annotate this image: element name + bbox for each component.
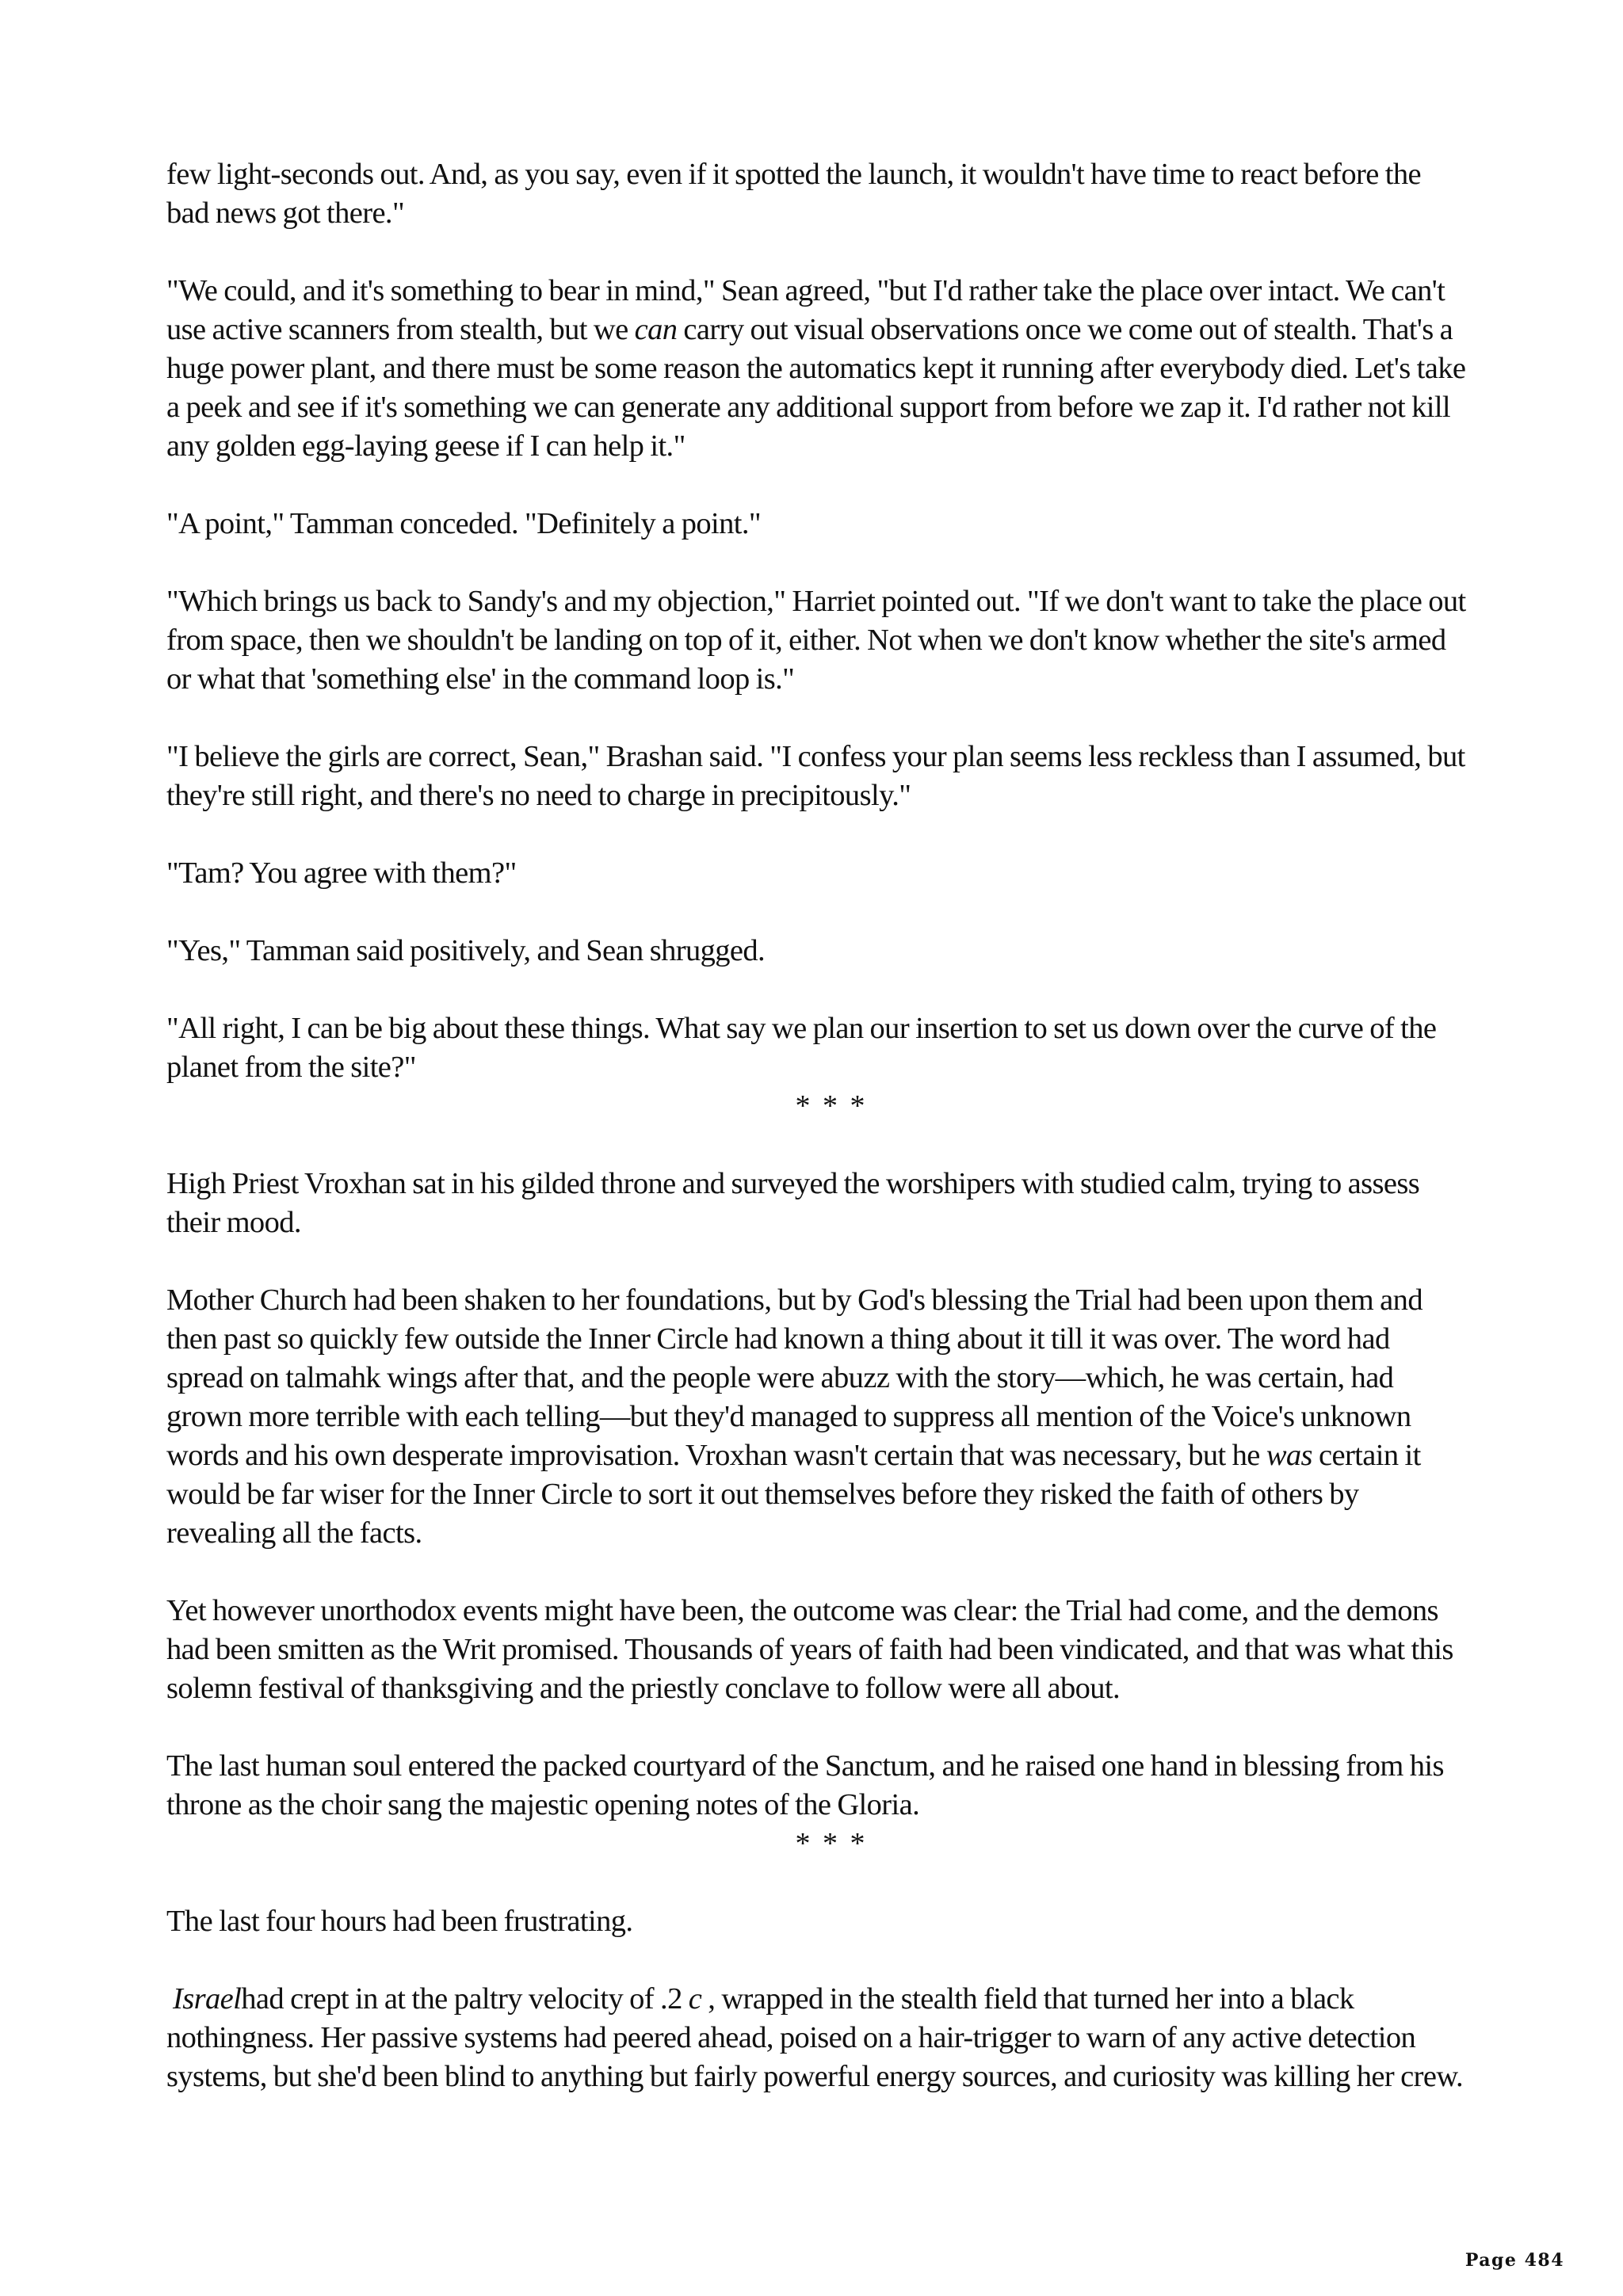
page-number: Page 484 xyxy=(1465,2250,1564,2271)
paragraph-text: carry out visual observations once we come out of stealth. That's a huge power plant, and there must be some reason the automatics kept it running after everybody died. Let's take a peek and see if it's something we can generate any additional support from before we zap it. I'd rather not kill any golden egg-laying geese if I can help it." xyxy=(166,313,1466,463)
paragraph-israel-stealth xyxy=(166,1980,1466,2096)
paragraph-text: certain it would be far wiser for the Inner Circle to sort it out themselves before they risked the faith of others by revealing all the facts. xyxy=(166,1439,1421,1550)
paragraph-text: "Yes," Tamman said positively, and Sean shrugged. xyxy=(166,934,766,967)
emphasis-text: was xyxy=(1266,1439,1312,1472)
paragraph-text: The last human soul entered the packed courtyard of the Sanctum, and he raised one hand in blessing from his throne as the choir sang the majestic opening notes of the Gloria. xyxy=(166,1749,1444,1821)
scene-break: * * * xyxy=(795,1827,868,1860)
paragraph-harriet-objection xyxy=(166,582,1466,699)
paragraph-launch xyxy=(166,155,1466,233)
paragraph-trial-outcome xyxy=(166,1592,1466,1708)
paragraph-text: "We could, and it's something to bear in mind," Sean agreed, "but I'd rather take the place over intact. We can't use active scanners from stealth, but we xyxy=(166,274,1445,346)
paragraph-text: "Which brings us back to Sandy's and my objection," Harriet pointed out. "If we don't want to take the place out from space, then we shouldn't be landing on top of it, either. Not when we don't know whether the site's armed or what that 'something else' in the command loop is." xyxy=(166,585,1466,696)
paragraph-text: few light-seconds out. And, as you say, even if it spotted the launch, it wouldn't have time to react before the bad news got there." xyxy=(166,158,1422,230)
paragraph-vroxhan-throne xyxy=(166,1165,1466,1242)
paragraph-frustrating xyxy=(166,1902,1466,1941)
emphasis-text: c xyxy=(688,1982,702,2016)
paragraph-text: The last four hours had been frustrating. xyxy=(166,1905,633,1938)
paragraph-text: "Tam? You agree with them?" xyxy=(166,856,517,890)
emphasis-text: can xyxy=(634,313,678,346)
paragraph-tam-question xyxy=(166,854,1466,893)
book-page-text xyxy=(166,155,1466,2096)
paragraph-sean-agreed xyxy=(166,272,1466,466)
paragraph-tamman-conceded xyxy=(166,505,1466,543)
paragraph-brashan xyxy=(166,738,1466,815)
paragraph-gloria xyxy=(166,1747,1466,1825)
paragraph-text: "A point," Tamman conceded. "Definitely a point." xyxy=(166,507,762,540)
paragraph-text: Mother Church had been shaken to her foundations, but by God's blessing the Trial had been upon them and then past so quickly few outside the Inner Circle had known a thing about it till it was over. The word had spread on talmahk wings after that, and the people were abuzz with the story—which, he was certain, had grown more terrible with each telling—but they'd managed to suppress all mention of the Voice's unknown words and his own desperate improvisation. Vroxhan wasn't certain that was necessary, but he xyxy=(166,1283,1423,1472)
paragraph-sean-shrugged xyxy=(166,932,1466,971)
paragraph-text: , wrapped in the stealth field that turned her into a black nothingness. Her passive systems had peered ahead, poised on a hair-trigger to warn of any active detection systems, but she'd been blind to anything but fairly powerful energy sources, and curiosity was killing her crew. xyxy=(166,1982,1464,2093)
paragraph-text: "I believe the girls are correct, Sean," Brashan said. "I confess your plan seems less reckless than I assumed, but they're still right, and there's no need to charge in precipitously." xyxy=(166,740,1465,812)
paragraph-text: High Priest Vroxhan sat in his gilded throne and surveyed the worshipers with studied calm, trying to assess their mood. xyxy=(166,1167,1420,1239)
paragraph-mother-church xyxy=(166,1281,1466,1553)
paragraph-insertion-plan xyxy=(166,1009,1466,1087)
scene-break: * * * xyxy=(795,1089,868,1123)
paragraph-text: had crept in at the paltry velocity of .2 xyxy=(241,1982,689,2016)
ship-name-text: Israel xyxy=(173,1982,242,2016)
paragraph-text: Yet however unorthodox events might have been, the outcome was clear: the Trial had come, and the demons had been smitten as the Writ promised. Thousands of years of faith had been vindicated, and that was what this solemn festival of thanksgiving and the priestly conclave to follow were all about. xyxy=(166,1594,1453,1705)
paragraph-text: "All right, I can be big about these things. What say we plan our insertion to set us down over the curve of the planet from the site?" xyxy=(166,1012,1437,1084)
